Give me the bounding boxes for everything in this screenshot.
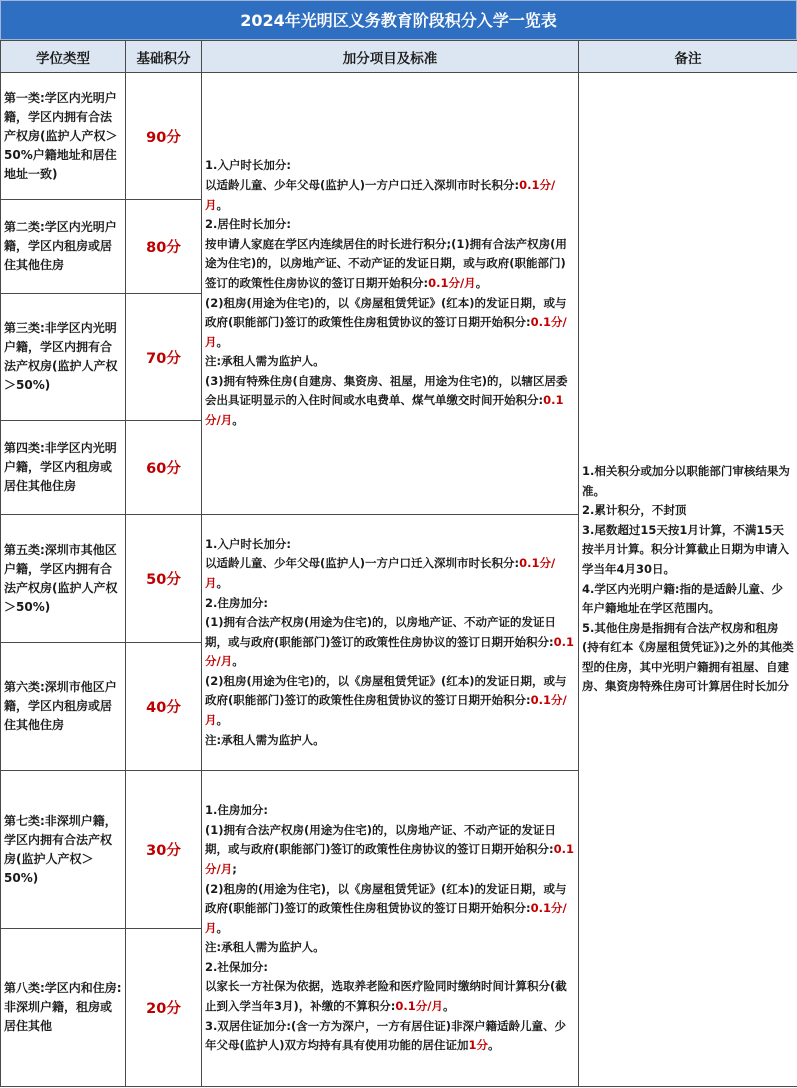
rule-tail: 。 [216,575,228,590]
rule-line [205,554,575,593]
note-item: 2.累计积分，不封顶 [582,503,687,518]
rule-highlight: 0.1分/月 [205,693,567,728]
rule-line [205,535,575,555]
rule-highlight: 0.1分/月 [205,901,567,935]
header-type: 学位类型 [1,41,126,73]
rule-highlight: 0.1分/月 [205,842,574,876]
rule-text: (3)拥有特殊住房(自建房、集资房、祖屋，用途为住宅)的，以辖区居委会出具证明显示的入住时间或水电费单、煤气单缴交时间开始积分: [205,373,568,408]
rule-text: 2.社保加分: [205,959,268,974]
rule-line [205,801,575,821]
type-cell: 第五类:深圳市其他区户籍，学区内拥有合法产权房(监护人产权＞50%) [1,515,126,643]
rule-tail: 。 [216,920,228,935]
rule-text: (2)租房的(用途为住宅)，以《房屋租赁凭证》(红本)的发证日期，或与政府(职能部门)签订的政策性住房租赁协议的签订日期开始积分: [205,881,567,916]
rule-highlight: 0.1分/月 [205,556,556,590]
type-cell: 第一类:学区内光明户籍，学区内拥有合法产权房(监护人产权＞50%户籍地址和居住地址一致) [1,73,126,200]
rule-highlight: 0.1分/月 [205,393,564,428]
score-cell: 70分 [126,294,202,421]
score-cell: 20分 [126,929,202,1087]
rule-line [205,958,575,978]
type-cell: 第四类:非学区内光明户籍，学区内租房或居住其他住房 [1,421,126,515]
rule-text: (1)拥有合法产权房(用途为住宅)的，以房地产证、不动产证的发证日期，或与政府(职能部门)签订的政策性住房协议的签订日期开始积分: [205,615,557,649]
rules-cell-group2 [202,515,579,771]
rule-text: 注:承租人需为监护人。 [205,940,325,955]
rule-text: 注:承租人需为监护人。 [205,354,325,369]
rule-line [205,352,575,372]
rule-text: (1)拥有合法产权房(用途为住宅)的，以房地产证、不动产证的发证日期，或与政府(职能部门)签订的政策性住房协议的签订日期开始积分: [205,822,557,857]
note-item: 3.尾数超过15天按1月计算，不满15天按半月计算。积分计算截止日期为申请入学当年4月30日。 [582,522,789,576]
type-cell: 第六类:深圳市他区户籍，学区内租房或居住其他住房 [1,643,126,771]
table-title: 2024年光明区义务教育阶段积分入学一览表 [0,0,797,40]
rule-highlight: 1分 [468,1038,489,1053]
header-row [1,41,797,73]
notes-cell [579,73,797,1087]
rules-cell-group3 [202,771,579,1087]
rule-tail: 。 [475,275,488,290]
header-rules: 加分项目及标准 [202,41,579,73]
rule-tail: 。 [232,413,244,428]
score-cell: 60分 [126,421,202,515]
rule-tail: 。 [216,713,228,728]
rule-text: (2)租房(用途为住宅)的，以《房屋租赁凭证》(红本)的发证日期，或与政府(职能部门)签订的政策性住房租赁协议的签订日期开始积分: [205,295,567,330]
header-score: 基础积分 [126,41,202,73]
rule-line [205,235,575,294]
rule-tail: 。 [216,197,228,212]
rule-line [205,938,575,958]
rule-text: 2.住房加分: [205,595,268,610]
rule-line [205,156,575,176]
rule-line [205,215,575,235]
rule-tail: 。 [488,1038,500,1053]
rule-text: 以适龄儿童、少年父母(监护人)一方户口迁入深圳市时长积分: [205,177,520,192]
rule-text: (2)租房(用途为住宅)的，以《房屋租赁凭证》(红本)的发证日期，或与政府(职能部门)签订的政策性住房租赁协议的签订日期开始积分: [205,673,567,708]
rule-line [205,372,575,431]
rules-cell-group1 [202,73,579,515]
rule-highlight: 0.1分/月 [205,315,567,349]
rule-line [205,731,575,751]
rule-highlight: 0.1分/月 [395,999,443,1014]
rule-line [205,594,575,614]
rule-line [205,613,575,672]
note-item: 5.其他住房是指拥有合法产权房和租房(持有红本《房屋租赁凭证》)之外的其他类型的住房，其中光明户籍拥有祖屋、自建房、集资房特殊住房可计算居住时长加分 [582,620,794,694]
rule-tail: 。 [216,334,228,349]
score-cell: 30分 [126,771,202,929]
rule-line [205,294,575,353]
score-cell: 90分 [126,73,202,200]
rule-text: 以家长一方社保为依据，选取养老险和医疗险同时缴纳时间计算积分(截止到入学当年3月)，补缴的不算积分: [205,979,567,1014]
table-row [1,73,797,200]
type-cell: 第七类:非深圳户籍，学区内拥有合法产权房(监护人产权＞50%) [1,771,126,929]
rule-text: 1.住房加分: [205,803,268,818]
rule-line [205,176,575,215]
rule-highlight: 0.1分/月 [205,634,574,669]
rule-text: 1.入户时长加分: [205,536,291,551]
note-item: 1.相关积分或加分以职能部门审核结果为准。 [582,463,790,498]
type-cell: 第八类:学区内和住房:非深圳户籍，租房或居住其他 [1,929,126,1087]
rule-line [205,977,575,1016]
rule-text: 1.入户时长加分: [205,158,291,173]
rule-line [205,880,575,939]
type-cell: 第三类:非学区内光明户籍，学区内拥有合法产权房(监护人产权＞50%) [1,294,126,421]
rule-text: 以适龄儿童、少年父母(监护人)一方户口迁入深圳市时长积分: [205,556,520,571]
rule-highlight: 0.1分/月 [205,177,556,212]
rule-text: 3.双居住证加分:(含一方为深户，一方有居住证)非深户籍适龄儿童、少年父母(监护人)双方均持有具有使用功能的居住证加 [205,1018,566,1053]
rule-highlight: 0.1分/月 [428,275,476,290]
header-notes: 备注 [579,41,797,73]
score-cell: 80分 [126,200,202,294]
rule-line [205,1017,575,1056]
score-cell: 40分 [126,643,202,771]
rule-line [205,821,575,880]
rule-text: 注:承租人需为监护人。 [205,732,325,747]
note-item: 4.学区内光明户籍:指的是适龄儿童、少年户籍地址在学区范围内。 [582,581,783,616]
rule-text: 按申请人家庭在学区内连续居住的时长进行积分;(1)拥有合法产权房(用途为住宅)的，以房地产证、不动产证的发证日期，或与政府(职能部门)签订的政策性住房协议的签订日期开始积分: [205,236,567,290]
rule-line [205,672,575,731]
score-cell: 50分 [126,515,202,643]
rule-tail: 。 [232,654,244,669]
type-cell: 第二类:学区内光明户籍，学区内租房或居住其他住房 [1,200,126,294]
rule-text: 2.居住时长加分: [205,217,291,232]
rule-tail: ; [232,861,237,876]
admission-table [0,40,797,1087]
rule-tail: 。 [442,999,455,1014]
